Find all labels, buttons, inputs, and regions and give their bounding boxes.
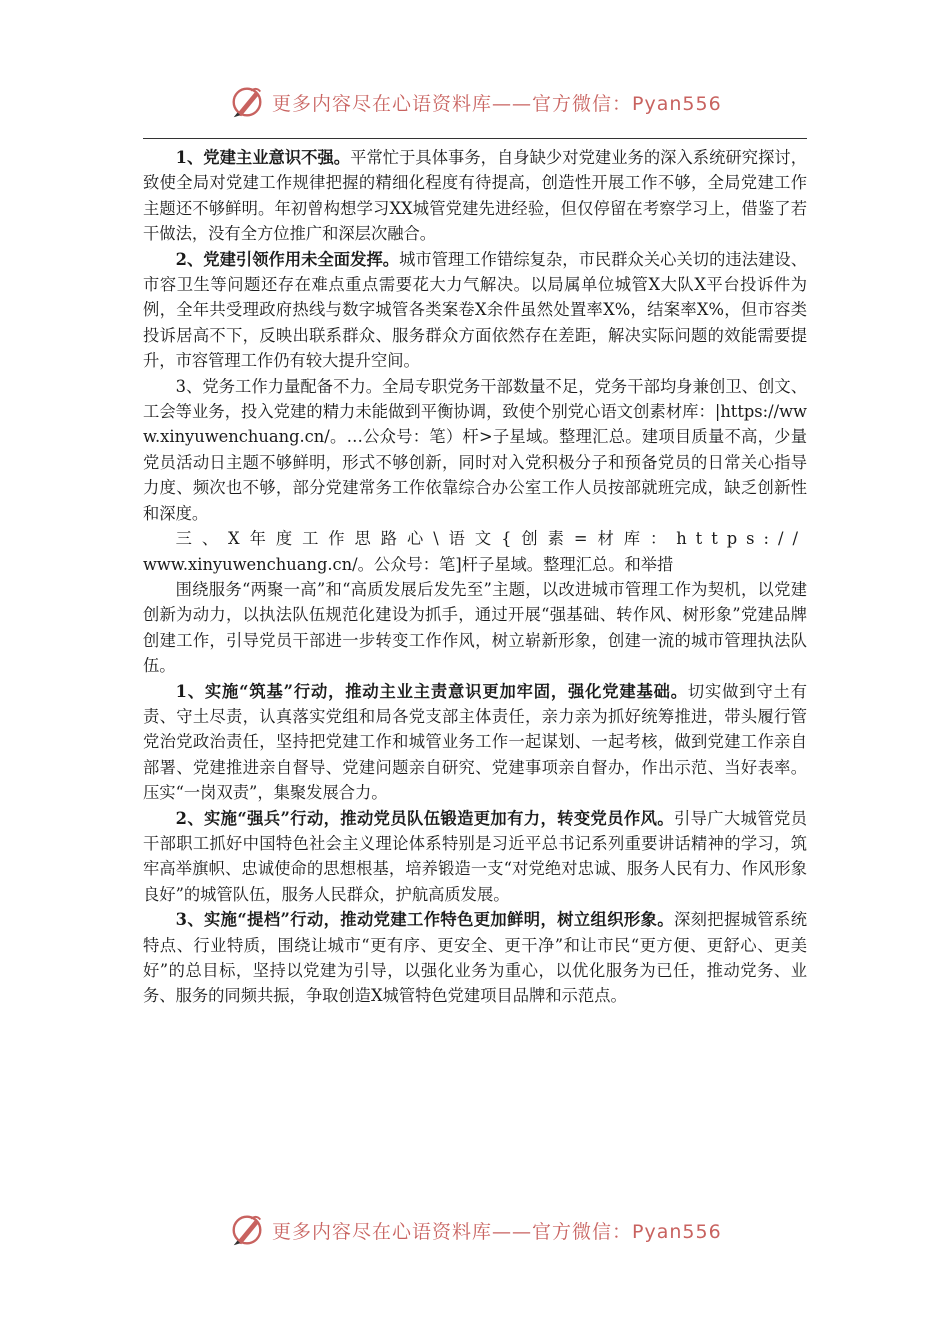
pen-logo-icon [228,1211,266,1249]
paragraph: 2、实施“强兵”行动，推动党员队伍锻造更加有力，转变党员作风。引导广大城管党员干部职工抓好中国特色社会主义理论体系特别是习近平总书记系列重要讲话精神的学习，筑牢高举旗帜、忠诚使命的思想根基，培养锻造一支“对党绝对忠诚、服务人民有力、作风形象良好”的城管队伍，服务人民群众，护航高质发展。 [143,808,807,904]
section-heading-line2: www.xinyuwenchuang.cn/。公众号：笔]杆子星域。整理汇总。和举措 [143,554,674,574]
paragraph: 3、实施“提档”行动，推动党建工作特色更加鲜明，树立组织形象。深刻把握城管系统特点、行业特质，围绕让城市“更有序、更安全、更干净”和让市民“更方便、更舒心、更美好”的总目标，坚持以党建为引导，以强化业务为重心，以优化服务为已任，推动党务、业务、服务的同频共振，争取创造X城管特色党建项目品牌和示范点。 [143,910,807,1006]
header-rule [143,138,807,139]
banner-text: 更多内容尽在心语资料库——官方微信：Pyan556 [272,1220,722,1243]
paragraph: 1、实施“筑基”行动，推动主业主责意识更加牢固，强化党建基础。切实做到守土有责、守土尽责，认真落实党组和局各党支部主体责任，亲力亲为抓好统筹推进，带头履行管党治党政治责任，坚持把党建工作和城管业务工作一起谋划、一起考核，做到党建工作亲自部署、党建推进亲自督导、党建问题亲自研究、党建事项亲自督办，作出示范、当好表率。压实“一岗双责”，集聚发展合力。 [143,681,807,803]
section-heading-line1: 三、X年度工作思路心\语文{创素=材库：https:// [175,529,807,549]
paragraph: 围绕服务“两聚一高”和“高质发展后发先至”主题，以改进城市管理工作为契机，以党建创新为动力，以执法队伍规范化建设为抓手，通过开展“强基础、转作风、树形象”党建品牌创建工作，引导党员干部进一步转变工作作风，树立崭新形象，创建一流的城市管理执法队伍。 [143,579,807,676]
banner-text: 更多内容尽在心语资料库——官方微信：Pyan556 [272,92,722,115]
pen-logo-icon [228,83,266,121]
paragraph: 2、党建引领作用未全面发挥。城市管理工作错综复杂，市民群众关心关切的违法建设、市容卫生等问题还存在难点重点需要花大力气解决。以局属单位城管X大队X平台投诉件为例，全年共受理政府热线与数字城管各类案卷X余件虽然处置率X%，结案率X%，但市容类投诉居高不下，反映出联系群众、服务群众方面依然存在差距，解决实际问题的效能需要提升，市容管理工作仍有较大提升空间。 [143,249,807,371]
paragraph: 1、党建主业意识不强。平常忙于具体事务，自身缺少对党建业务的深入系统研究探讨，致使全局对党建工作规律把握的精细化程度有待提高，创造性开展工作不够，全局党建工作主题还不够鲜明。年初曾构想学习XX城管党建先进经验，但仅停留在考察学习上，借鉴了若干做法，没有全方位推广和深层次融合。 [143,148,807,244]
document-body [143,145,807,1009]
header-banner [228,82,722,122]
paragraph: 3、党务工作力量配备不力。全局专职党务干部数量不足，党务干部均身兼创卫、创文、工会等业务，投入党建的精力未能做到平衡协调，致使个别党心语文创素材库：|https://www.xinyuwenchuang.cn/。…公众号：笔）杆>子星域。整理汇总。建项目质量不高，少量党员活动日主题不够鲜明，形式不够创新，同时对入党积极分子和预备党员的日常关心指导力度、频次也不够，部分党建常务工作依靠综合办公室工作人员按部就班完成，缺乏创新性和深度。 [143,376,807,523]
footer-banner [228,1210,722,1250]
